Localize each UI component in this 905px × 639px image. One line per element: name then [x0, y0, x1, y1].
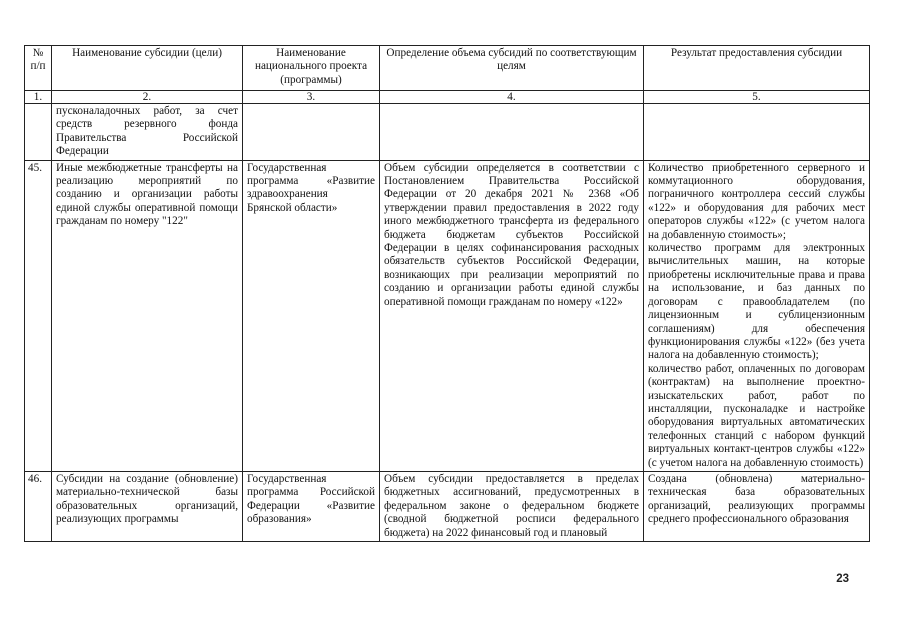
table-row	[25, 471, 870, 541]
program-name: Государственная программа «Развитие здравоохранения Брянской области»	[243, 160, 380, 471]
column-number-row	[25, 91, 870, 104]
volume-definition	[380, 104, 644, 161]
result-paragraph: количество работ, оплаченных по договорам (контрактам) на выполнение проектно-изыскательских работ, работ по инсталляции, пусконаладке и настройке оборудования виртуальных автоматических телефонных станций с набором функций виртуальных контакт-центров службы «122» (с учетом налога на добавленную стоимость)	[648, 362, 865, 469]
table-header-row	[25, 46, 870, 91]
table-row	[25, 104, 870, 161]
result-paragraph: Количество приобретенного серверного и коммутационного оборудования, пограничного контроллера сессий службы «122» и оборудования для рабочих мест операторов службы «122» (с учетом налога на добавленную стоимость»;	[648, 161, 865, 241]
volume-definition: Объем субсидии предоставляется в пределах бюджетных ассигнований, предусмотренных в федеральном законе о федеральном бюджете (сводной бюджетной росписи федерального бюджета) на 2022 финансовый год и плановый	[380, 471, 644, 541]
header-result: Результат предоставления субсидии	[644, 46, 870, 91]
row-number: 46.	[25, 471, 52, 541]
column-number: 3.	[243, 91, 380, 104]
result-paragraph: количество программ для электронных вычислительных машин, на которые приобретены исключительные права и права на использование, и баз данных по договорам с правообладателем (по лицензионным и сублицензионным соглашениям) для обеспечения функционирования службы «122» (без учета налога на добавленную стоимость);	[648, 242, 865, 362]
header-number: № п/п	[25, 46, 52, 91]
column-number: 1.	[25, 91, 52, 104]
header-subsidy-name: Наименование субсидии (цели)	[52, 46, 243, 91]
result-cell	[644, 104, 870, 161]
header-national-project: Наименование национального проекта (программы)	[243, 46, 380, 91]
header-volume-definition: Определение объема субсидий по соответствующим целям	[380, 46, 644, 91]
result-cell	[644, 471, 870, 541]
program-name	[243, 104, 380, 161]
subsidy-name: Субсидии на создание (обновление) материально-технической базы образовательных организаций, реализующих программы	[52, 471, 243, 541]
column-number: 5.	[644, 91, 870, 104]
page-number: 23	[836, 573, 849, 585]
row-number	[25, 104, 52, 161]
row-number: 45.	[25, 160, 52, 471]
result-paragraph: Создана (обновлена) материально-техническая база образовательных организаций, реализующих программы среднего профессионального образования	[648, 472, 865, 526]
volume-definition: Объем субсидии определяется в соответствии с Постановлением Правительства Российской Федерации от 20 декабря 2021 № 2368 «Об утверждении правил предоставления в 2022 году иного межбюджетного трансферта из федерального бюджета бюджетам субъектов Российской Федерации в целях софинансирования расходных обязательств субъектов Российской Федерации, возникающих при реализации мероприятий по созданию и организации работы единой службы оперативной помощи гражданам по номеру «122»	[380, 160, 644, 471]
subsidy-name: Иные межбюджетные трансферты на реализацию мероприятий по созданию и организации работы единой службы оперативной помощи гражданам по номеру "122"	[52, 160, 243, 471]
column-number: 2.	[52, 91, 243, 104]
subsidy-name: пусконаладочных работ, за счет средств резервного фонда Правительства Российской Федерации	[52, 104, 243, 161]
program-name: Государственная программа Российской Федерации «Развитие образования»	[243, 471, 380, 541]
table-row	[25, 160, 870, 471]
subsidy-table	[24, 45, 870, 542]
result-cell	[644, 160, 870, 471]
column-number: 4.	[380, 91, 644, 104]
